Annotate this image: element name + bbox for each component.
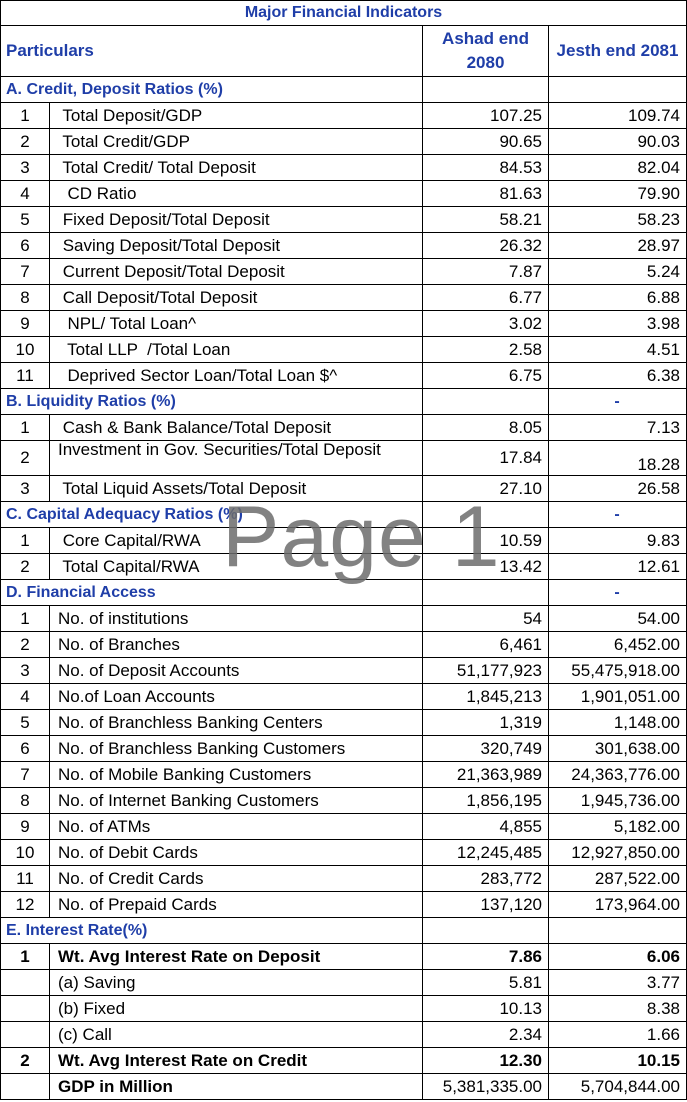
table-row: [1, 814, 687, 840]
row-value-2081: 28.97: [549, 233, 687, 259]
table-row: [1, 1074, 687, 1100]
row-serial-number: [1, 970, 50, 996]
row-value-2081: 9.83: [549, 528, 687, 554]
row-value-2081: 5.24: [549, 259, 687, 285]
row-value-2080: 6.77: [423, 285, 549, 311]
section-heading-row: [1, 580, 687, 606]
row-value-2080: 17.84: [423, 441, 549, 476]
table-row: [1, 606, 687, 632]
row-value-2081: 12,927,850.00: [549, 840, 687, 866]
table-row: [1, 129, 687, 155]
row-serial-number: 3: [1, 658, 50, 684]
table-row: [1, 684, 687, 710]
row-value-2081: 26.58: [549, 476, 687, 502]
section-heading: A. Credit, Deposit Ratios (%): [1, 77, 423, 103]
table-row: [1, 632, 687, 658]
row-label: GDP in Million: [50, 1074, 423, 1100]
row-value-2081: 6,452.00: [549, 632, 687, 658]
table-row: [1, 155, 687, 181]
row-serial-number: 5: [1, 710, 50, 736]
row-value-2081: 54.00: [549, 606, 687, 632]
section-value-2080: [423, 389, 549, 415]
table-row: [1, 528, 687, 554]
section-value-2081: -: [549, 580, 687, 606]
row-value-2081: 6.38: [549, 363, 687, 389]
row-value-2080: 12.30: [423, 1048, 549, 1074]
row-value-2081: 82.04: [549, 155, 687, 181]
row-serial-number: 8: [1, 285, 50, 311]
row-value-2080: 283,772: [423, 866, 549, 892]
table-row: [1, 415, 687, 441]
table-row: [1, 476, 687, 502]
row-value-2081: 4.51: [549, 337, 687, 363]
row-value-2080: 26.32: [423, 233, 549, 259]
table-row: [1, 736, 687, 762]
row-value-2080: 8.05: [423, 415, 549, 441]
row-label: Wt. Avg Interest Rate on Deposit: [50, 944, 423, 970]
row-value-2080: 21,363,989: [423, 762, 549, 788]
table-row: [1, 996, 687, 1022]
row-value-2080: 1,856,195: [423, 788, 549, 814]
table-row: [1, 233, 687, 259]
row-value-2081: 55,475,918.00: [549, 658, 687, 684]
row-label: CD Ratio: [50, 181, 423, 207]
table-row: [1, 710, 687, 736]
row-value-2080: 320,749: [423, 736, 549, 762]
table-row: [1, 181, 687, 207]
row-label: (c) Call: [50, 1022, 423, 1048]
table-row: [1, 944, 687, 970]
row-value-2080: 84.53: [423, 155, 549, 181]
row-value-2081: 1,148.00: [549, 710, 687, 736]
row-value-2081: 3.98: [549, 311, 687, 337]
row-label: NPL/ Total Loan^: [50, 311, 423, 337]
row-label: Total Capital/RWA: [50, 554, 423, 580]
row-serial-number: [1, 1022, 50, 1048]
section-value-2081: [549, 918, 687, 944]
row-value-2081: 12.61: [549, 554, 687, 580]
row-value-2081: 287,522.00: [549, 866, 687, 892]
table-row: [1, 788, 687, 814]
row-value-2081: 6.06: [549, 944, 687, 970]
row-value-2081: 7.13: [549, 415, 687, 441]
row-label: Current Deposit/Total Deposit: [50, 259, 423, 285]
row-label: No. of Internet Banking Customers: [50, 788, 423, 814]
row-label: Investment in Gov. Securities/Total Deposit: [50, 441, 423, 476]
table-row: [1, 207, 687, 233]
table-row: [1, 337, 687, 363]
table-row: [1, 658, 687, 684]
row-serial-number: 9: [1, 814, 50, 840]
section-value-2080: [423, 580, 549, 606]
row-value-2081: 173,964.00: [549, 892, 687, 918]
row-label: Wt. Avg Interest Rate on Credit: [50, 1048, 423, 1074]
row-serial-number: 1: [1, 528, 50, 554]
row-serial-number: 7: [1, 259, 50, 285]
row-serial-number: 5: [1, 207, 50, 233]
row-serial-number: 9: [1, 311, 50, 337]
row-value-2080: 27.10: [423, 476, 549, 502]
row-serial-number: 8: [1, 788, 50, 814]
row-label: No. of institutions: [50, 606, 423, 632]
table-row: [1, 103, 687, 129]
row-serial-number: 1: [1, 944, 50, 970]
row-value-2080: 13.42: [423, 554, 549, 580]
row-value-2081: 18.28: [549, 441, 687, 476]
table-row: [1, 840, 687, 866]
row-serial-number: 2: [1, 554, 50, 580]
row-serial-number: [1, 996, 50, 1022]
row-label: No. of Branchless Banking Customers: [50, 736, 423, 762]
row-label: No. of Credit Cards: [50, 866, 423, 892]
row-value-2080: 1,319: [423, 710, 549, 736]
row-value-2081: 6.88: [549, 285, 687, 311]
row-serial-number: 10: [1, 337, 50, 363]
row-serial-number: 3: [1, 476, 50, 502]
row-serial-number: 12: [1, 892, 50, 918]
section-heading-row: [1, 77, 687, 103]
table-row: [1, 363, 687, 389]
row-value-2081: 5,704,844.00: [549, 1074, 687, 1100]
row-value-2081: 8.38: [549, 996, 687, 1022]
row-value-2080: 1,845,213: [423, 684, 549, 710]
row-serial-number: 2: [1, 129, 50, 155]
row-value-2081: 1,945,736.00: [549, 788, 687, 814]
row-serial-number: [1, 1074, 50, 1100]
row-label: No.of Loan Accounts: [50, 684, 423, 710]
section-heading-row: [1, 502, 687, 528]
row-serial-number: 4: [1, 684, 50, 710]
row-label: Saving Deposit/Total Deposit: [50, 233, 423, 259]
row-serial-number: 11: [1, 866, 50, 892]
row-value-2080: 7.87: [423, 259, 549, 285]
row-serial-number: 6: [1, 736, 50, 762]
row-value-2081: 301,638.00: [549, 736, 687, 762]
row-label: Fixed Deposit/Total Deposit: [50, 207, 423, 233]
row-serial-number: 7: [1, 762, 50, 788]
section-heading-row: [1, 918, 687, 944]
table-row: [1, 892, 687, 918]
row-label: No. of ATMs: [50, 814, 423, 840]
row-value-2080: 10.13: [423, 996, 549, 1022]
section-value-2081: [549, 77, 687, 103]
row-label: No. of Prepaid Cards: [50, 892, 423, 918]
section-heading: B. Liquidity Ratios (%): [1, 389, 423, 415]
row-serial-number: 11: [1, 363, 50, 389]
table-row: [1, 311, 687, 337]
row-label: Call Deposit/Total Deposit: [50, 285, 423, 311]
row-value-2081: 90.03: [549, 129, 687, 155]
row-value-2081: 1,901,051.00: [549, 684, 687, 710]
row-value-2080: 107.25: [423, 103, 549, 129]
table-row: [1, 285, 687, 311]
header-particulars: Particulars: [1, 26, 423, 77]
row-value-2080: 5,381,335.00: [423, 1074, 549, 1100]
row-label: Deprived Sector Loan/Total Loan $^: [50, 363, 423, 389]
row-value-2080: 81.63: [423, 181, 549, 207]
row-label: No. of Branches: [50, 632, 423, 658]
section-heading: C. Capital Adequacy Ratios (%): [1, 502, 423, 528]
section-value-2080: [423, 502, 549, 528]
table-title-row: [1, 1, 687, 26]
row-label: No. of Debit Cards: [50, 840, 423, 866]
row-serial-number: 2: [1, 1048, 50, 1074]
row-value-2080: 6.75: [423, 363, 549, 389]
row-value-2080: 4,855: [423, 814, 549, 840]
row-value-2080: 10.59: [423, 528, 549, 554]
row-value-2081: 24,363,776.00: [549, 762, 687, 788]
row-label: Total Liquid Assets/Total Deposit: [50, 476, 423, 502]
row-serial-number: 4: [1, 181, 50, 207]
section-heading-row: [1, 389, 687, 415]
row-value-2081: 3.77: [549, 970, 687, 996]
table-row: [1, 1048, 687, 1074]
row-serial-number: 3: [1, 155, 50, 181]
row-label: Total Credit/GDP: [50, 129, 423, 155]
table-header-row: [1, 26, 687, 77]
row-value-2081: 1.66: [549, 1022, 687, 1048]
table-row: [1, 441, 687, 476]
table-row: [1, 762, 687, 788]
row-value-2080: 7.86: [423, 944, 549, 970]
section-value-2081: -: [549, 389, 687, 415]
table-row: [1, 259, 687, 285]
table-row: [1, 970, 687, 996]
row-label: (b) Fixed: [50, 996, 423, 1022]
table-title: Major Financial Indicators: [1, 1, 687, 26]
row-value-2081: 79.90: [549, 181, 687, 207]
header-jesth-2081: Jesth end 2081: [549, 26, 687, 77]
row-label: Total Credit/ Total Deposit: [50, 155, 423, 181]
row-serial-number: 2: [1, 632, 50, 658]
section-value-2080: [423, 77, 549, 103]
row-value-2080: 3.02: [423, 311, 549, 337]
section-heading: E. Interest Rate(%): [1, 918, 423, 944]
row-value-2081: 109.74: [549, 103, 687, 129]
header-ashad-2080: Ashad end 2080: [423, 26, 549, 77]
section-value-2080: [423, 918, 549, 944]
row-serial-number: 6: [1, 233, 50, 259]
row-value-2080: 51,177,923: [423, 658, 549, 684]
row-label: No. of Mobile Banking Customers: [50, 762, 423, 788]
table-row: [1, 554, 687, 580]
row-label: No. of Deposit Accounts: [50, 658, 423, 684]
row-value-2081: 10.15: [549, 1048, 687, 1074]
row-value-2080: 5.81: [423, 970, 549, 996]
row-value-2080: 2.34: [423, 1022, 549, 1048]
row-label: Total LLP /Total Loan: [50, 337, 423, 363]
row-value-2080: 90.65: [423, 129, 549, 155]
row-label: Cash & Bank Balance/Total Deposit: [50, 415, 423, 441]
page-watermark: Page 1: [222, 489, 501, 585]
row-value-2080: 2.58: [423, 337, 549, 363]
row-serial-number: 2: [1, 441, 50, 476]
row-label: (a) Saving: [50, 970, 423, 996]
row-label: Total Deposit/GDP: [50, 103, 423, 129]
row-value-2080: 6,461: [423, 632, 549, 658]
section-value-2081: -: [549, 502, 687, 528]
table-row: [1, 1022, 687, 1048]
table-row: [1, 866, 687, 892]
row-label: No. of Branchless Banking Centers: [50, 710, 423, 736]
row-value-2080: 58.21: [423, 207, 549, 233]
row-value-2081: 5,182.00: [549, 814, 687, 840]
row-serial-number: 10: [1, 840, 50, 866]
section-heading: D. Financial Access: [1, 580, 423, 606]
row-serial-number: 1: [1, 103, 50, 129]
row-value-2080: 54: [423, 606, 549, 632]
row-serial-number: 1: [1, 606, 50, 632]
row-value-2081: 58.23: [549, 207, 687, 233]
row-value-2080: 12,245,485: [423, 840, 549, 866]
row-label: Core Capital/RWA: [50, 528, 423, 554]
row-serial-number: 1: [1, 415, 50, 441]
row-value-2080: 137,120: [423, 892, 549, 918]
